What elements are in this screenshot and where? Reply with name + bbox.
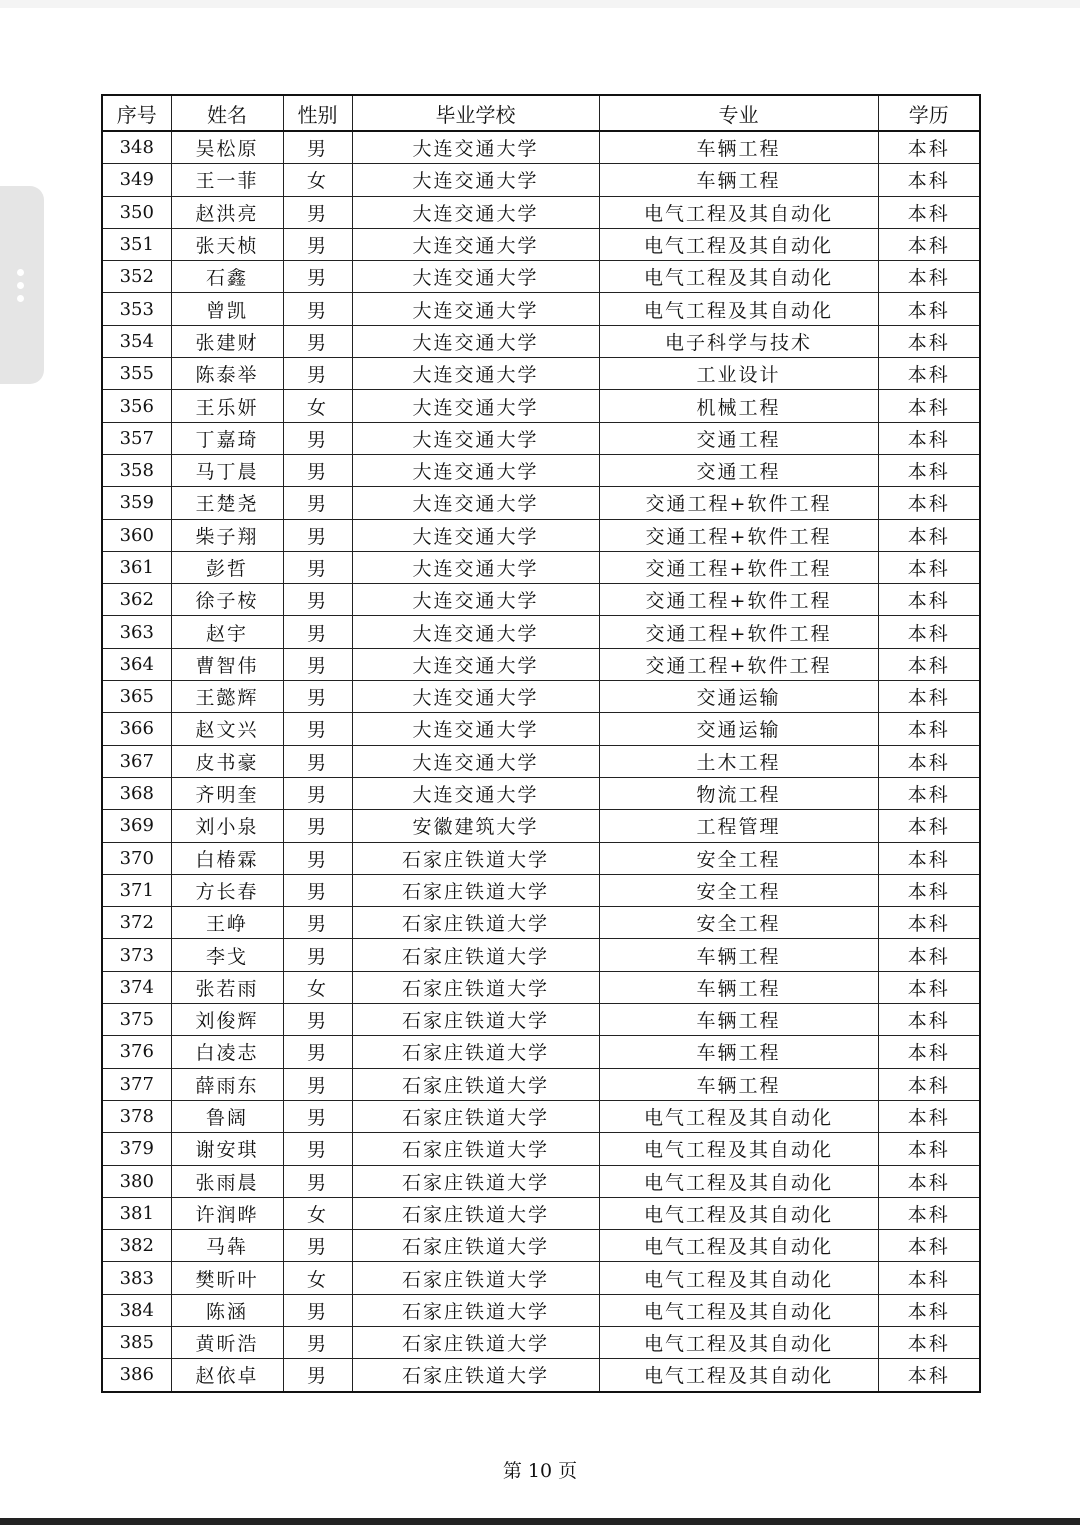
- cell-gender: 女: [283, 1262, 352, 1294]
- cell-major: 电气工程及其自动化: [599, 196, 878, 228]
- cell-major: 物流工程: [599, 777, 878, 809]
- table-row: [102, 422, 980, 454]
- cell-gender: 男: [283, 584, 352, 616]
- table-row: [102, 1326, 980, 1358]
- cell-school: 石家庄铁道大学: [352, 874, 599, 906]
- cell-school: 大连交通大学: [352, 325, 599, 357]
- table-row: [102, 1197, 980, 1229]
- cell-gender: 男: [283, 196, 352, 228]
- cell-no: 381: [102, 1197, 171, 1229]
- cell-no: 386: [102, 1359, 171, 1392]
- cell-name: 曹智伟: [171, 648, 283, 680]
- cell-no: 375: [102, 1004, 171, 1036]
- cell-school: 大连交通大学: [352, 358, 599, 390]
- bottom-strip: [0, 1518, 1080, 1525]
- cell-degree: 本科: [878, 842, 980, 874]
- cell-name: 许润晔: [171, 1197, 283, 1229]
- cell-no: 378: [102, 1100, 171, 1132]
- cell-no: 377: [102, 1068, 171, 1100]
- cell-degree: 本科: [878, 874, 980, 906]
- table-row: [102, 810, 980, 842]
- cell-no: 384: [102, 1294, 171, 1326]
- cell-major: 电气工程及其自动化: [599, 1133, 878, 1165]
- cell-name: 张若雨: [171, 971, 283, 1003]
- cell-name: 谢安琪: [171, 1133, 283, 1165]
- cell-school: 大连交通大学: [352, 164, 599, 196]
- cell-name: 曾凯: [171, 293, 283, 325]
- cell-gender: 男: [283, 1165, 352, 1197]
- cell-no: 365: [102, 681, 171, 713]
- cell-gender: 男: [283, 1036, 352, 1068]
- cell-no: 357: [102, 422, 171, 454]
- cell-degree: 本科: [878, 358, 980, 390]
- cell-major: 电子科学与技术: [599, 325, 878, 357]
- cell-gender: 男: [283, 1359, 352, 1392]
- cell-gender: 男: [283, 422, 352, 454]
- cell-degree: 本科: [878, 1100, 980, 1132]
- cell-major: 工程管理: [599, 810, 878, 842]
- cell-school: 石家庄铁道大学: [352, 1197, 599, 1229]
- cell-gender: 男: [283, 907, 352, 939]
- cell-degree: 本科: [878, 293, 980, 325]
- cell-gender: 男: [283, 358, 352, 390]
- cell-degree: 本科: [878, 164, 980, 196]
- cell-no: 369: [102, 810, 171, 842]
- cell-name: 刘俊辉: [171, 1004, 283, 1036]
- cell-name: 彭哲: [171, 551, 283, 583]
- cell-no: 380: [102, 1165, 171, 1197]
- cell-name: 王楚尧: [171, 487, 283, 519]
- table-row: [102, 454, 980, 486]
- cell-degree: 本科: [878, 745, 980, 777]
- cell-school: 石家庄铁道大学: [352, 1068, 599, 1100]
- table-row: [102, 1294, 980, 1326]
- cell-no: 352: [102, 261, 171, 293]
- cell-name: 王乐妍: [171, 390, 283, 422]
- cell-name: 赵宇: [171, 616, 283, 648]
- cell-no: 363: [102, 616, 171, 648]
- cell-gender: 男: [283, 1230, 352, 1262]
- cell-name: 鲁阔: [171, 1100, 283, 1132]
- cell-gender: 女: [283, 971, 352, 1003]
- cell-school: 石家庄铁道大学: [352, 907, 599, 939]
- cell-school: 大连交通大学: [352, 454, 599, 486]
- cell-gender: 男: [283, 777, 352, 809]
- header-name: 姓名: [171, 95, 283, 131]
- cell-major: 安全工程: [599, 874, 878, 906]
- side-panel-handle[interactable]: [0, 186, 44, 384]
- cell-school: 大连交通大学: [352, 293, 599, 325]
- cell-gender: 女: [283, 164, 352, 196]
- table-row: [102, 939, 980, 971]
- cell-major: 电气工程及其自动化: [599, 1165, 878, 1197]
- more-dots-icon: [17, 269, 24, 276]
- cell-major: 车辆工程: [599, 164, 878, 196]
- cell-no: 371: [102, 874, 171, 906]
- cell-major: 土木工程: [599, 745, 878, 777]
- cell-gender: 男: [283, 810, 352, 842]
- cell-gender: 男: [283, 1068, 352, 1100]
- cell-name: 张雨晨: [171, 1165, 283, 1197]
- cell-gender: 男: [283, 261, 352, 293]
- table-row: [102, 584, 980, 616]
- table-row: [102, 325, 980, 357]
- table-row: [102, 1100, 980, 1132]
- cell-major: 电气工程及其自动化: [599, 261, 878, 293]
- cell-school: 大连交通大学: [352, 196, 599, 228]
- cell-no: 356: [102, 390, 171, 422]
- cell-gender: 男: [283, 487, 352, 519]
- header-degree: 学历: [878, 95, 980, 131]
- table-row: [102, 874, 980, 906]
- cell-name: 方长春: [171, 874, 283, 906]
- cell-major: 电气工程及其自动化: [599, 1100, 878, 1132]
- cell-gender: 女: [283, 390, 352, 422]
- cell-name: 王一菲: [171, 164, 283, 196]
- cell-degree: 本科: [878, 1262, 980, 1294]
- cell-school: 石家庄铁道大学: [352, 1036, 599, 1068]
- cell-degree: 本科: [878, 519, 980, 551]
- cell-gender: 男: [283, 874, 352, 906]
- cell-school: 大连交通大学: [352, 584, 599, 616]
- cell-major: 交通工程: [599, 454, 878, 486]
- cell-school: 大连交通大学: [352, 648, 599, 680]
- cell-school: 大连交通大学: [352, 551, 599, 583]
- table-row: [102, 1165, 980, 1197]
- table-row: [102, 713, 980, 745]
- cell-major: 交通工程+软件工程: [599, 551, 878, 583]
- cell-no: 379: [102, 1133, 171, 1165]
- cell-degree: 本科: [878, 713, 980, 745]
- cell-degree: 本科: [878, 648, 980, 680]
- cell-gender: 男: [283, 1100, 352, 1132]
- cell-degree: 本科: [878, 1165, 980, 1197]
- cell-degree: 本科: [878, 1068, 980, 1100]
- cell-degree: 本科: [878, 1326, 980, 1358]
- table-header-row: [102, 95, 980, 131]
- cell-degree: 本科: [878, 1294, 980, 1326]
- cell-name: 陈泰举: [171, 358, 283, 390]
- cell-degree: 本科: [878, 810, 980, 842]
- table-row: [102, 1004, 980, 1036]
- cell-no: 360: [102, 519, 171, 551]
- cell-school: 大连交通大学: [352, 390, 599, 422]
- cell-major: 电气工程及其自动化: [599, 228, 878, 260]
- cell-gender: 男: [283, 228, 352, 260]
- cell-degree: 本科: [878, 131, 980, 164]
- cell-gender: 男: [283, 939, 352, 971]
- cell-major: 电气工程及其自动化: [599, 1326, 878, 1358]
- cell-school: 石家庄铁道大学: [352, 1100, 599, 1132]
- cell-no: 376: [102, 1036, 171, 1068]
- roster-table: [101, 94, 981, 1393]
- cell-name: 李戈: [171, 939, 283, 971]
- cell-degree: 本科: [878, 1230, 980, 1262]
- cell-degree: 本科: [878, 584, 980, 616]
- cell-major: 交通工程+软件工程: [599, 487, 878, 519]
- table-row: [102, 745, 980, 777]
- cell-no: 374: [102, 971, 171, 1003]
- cell-degree: 本科: [878, 939, 980, 971]
- cell-major: 安全工程: [599, 907, 878, 939]
- cell-degree: 本科: [878, 1197, 980, 1229]
- table-row: [102, 616, 980, 648]
- cell-gender: 男: [283, 616, 352, 648]
- cell-degree: 本科: [878, 616, 980, 648]
- cell-name: 柴子翔: [171, 519, 283, 551]
- cell-name: 刘小泉: [171, 810, 283, 842]
- cell-degree: 本科: [878, 390, 980, 422]
- cell-name: 赵依卓: [171, 1359, 283, 1392]
- cell-degree: 本科: [878, 1359, 980, 1392]
- cell-no: 348: [102, 131, 171, 164]
- cell-gender: 男: [283, 131, 352, 164]
- table-row: [102, 551, 980, 583]
- cell-degree: 本科: [878, 261, 980, 293]
- cell-major: 车辆工程: [599, 131, 878, 164]
- cell-school: 大连交通大学: [352, 745, 599, 777]
- cell-major: 车辆工程: [599, 1068, 878, 1100]
- cell-degree: 本科: [878, 454, 980, 486]
- cell-major: 电气工程及其自动化: [599, 1197, 878, 1229]
- cell-no: 370: [102, 842, 171, 874]
- cell-no: 361: [102, 551, 171, 583]
- cell-major: 车辆工程: [599, 971, 878, 1003]
- cell-name: 陈涵: [171, 1294, 283, 1326]
- cell-school: 石家庄铁道大学: [352, 1359, 599, 1392]
- cell-major: 交通工程+软件工程: [599, 519, 878, 551]
- cell-school: 石家庄铁道大学: [352, 1326, 599, 1358]
- cell-name: 齐明奎: [171, 777, 283, 809]
- cell-gender: 男: [283, 842, 352, 874]
- top-strip: [0, 0, 1080, 8]
- cell-name: 樊昕叶: [171, 1262, 283, 1294]
- cell-major: 交通运输: [599, 681, 878, 713]
- table-row: [102, 519, 980, 551]
- cell-school: 大连交通大学: [352, 616, 599, 648]
- cell-gender: 男: [283, 1004, 352, 1036]
- cell-no: 358: [102, 454, 171, 486]
- header-no: 序号: [102, 95, 171, 131]
- cell-name: 薛雨东: [171, 1068, 283, 1100]
- cell-gender: 男: [283, 293, 352, 325]
- cell-no: 351: [102, 228, 171, 260]
- cell-school: 大连交通大学: [352, 422, 599, 454]
- header-gender: 性别: [283, 95, 352, 131]
- cell-name: 张天桢: [171, 228, 283, 260]
- cell-name: 马犇: [171, 1230, 283, 1262]
- cell-no: 383: [102, 1262, 171, 1294]
- cell-gender: 男: [283, 454, 352, 486]
- cell-gender: 男: [283, 1133, 352, 1165]
- cell-degree: 本科: [878, 325, 980, 357]
- cell-name: 吴松原: [171, 131, 283, 164]
- cell-major: 工业设计: [599, 358, 878, 390]
- cell-school: 大连交通大学: [352, 519, 599, 551]
- cell-no: 385: [102, 1326, 171, 1358]
- cell-degree: 本科: [878, 196, 980, 228]
- cell-school: 大连交通大学: [352, 487, 599, 519]
- cell-degree: 本科: [878, 777, 980, 809]
- cell-degree: 本科: [878, 1004, 980, 1036]
- cell-gender: 男: [283, 681, 352, 713]
- cell-major: 机械工程: [599, 390, 878, 422]
- cell-no: 359: [102, 487, 171, 519]
- cell-no: 354: [102, 325, 171, 357]
- cell-name: 马丁晨: [171, 454, 283, 486]
- cell-major: 交通工程+软件工程: [599, 648, 878, 680]
- cell-name: 王峥: [171, 907, 283, 939]
- cell-no: 364: [102, 648, 171, 680]
- page-number: 第 10 页: [502, 1460, 578, 1482]
- cell-major: 交通运输: [599, 713, 878, 745]
- table-row: [102, 390, 980, 422]
- cell-gender: 男: [283, 648, 352, 680]
- cell-no: 373: [102, 939, 171, 971]
- cell-name: 赵文兴: [171, 713, 283, 745]
- cell-no: 355: [102, 358, 171, 390]
- cell-school: 大连交通大学: [352, 777, 599, 809]
- cell-school: 石家庄铁道大学: [352, 1004, 599, 1036]
- cell-school: 石家庄铁道大学: [352, 971, 599, 1003]
- cell-no: 350: [102, 196, 171, 228]
- cell-degree: 本科: [878, 228, 980, 260]
- cell-gender: 男: [283, 551, 352, 583]
- cell-name: 白椿霖: [171, 842, 283, 874]
- cell-name: 黄昕浩: [171, 1326, 283, 1358]
- cell-degree: 本科: [878, 1036, 980, 1068]
- cell-major: 交通工程: [599, 422, 878, 454]
- cell-name: 白凌志: [171, 1036, 283, 1068]
- cell-degree: 本科: [878, 551, 980, 583]
- cell-school: 安徽建筑大学: [352, 810, 599, 842]
- cell-major: 车辆工程: [599, 939, 878, 971]
- table-row: [102, 1262, 980, 1294]
- cell-major: 电气工程及其自动化: [599, 1294, 878, 1326]
- table-row: [102, 196, 980, 228]
- cell-school: 大连交通大学: [352, 713, 599, 745]
- cell-gender: 男: [283, 1326, 352, 1358]
- cell-school: 大连交通大学: [352, 681, 599, 713]
- table-row: [102, 358, 980, 390]
- cell-no: 362: [102, 584, 171, 616]
- cell-gender: 男: [283, 325, 352, 357]
- cell-name: 徐子桉: [171, 584, 283, 616]
- cell-gender: 男: [283, 713, 352, 745]
- cell-major: 车辆工程: [599, 1036, 878, 1068]
- cell-degree: 本科: [878, 907, 980, 939]
- table-row: [102, 261, 980, 293]
- cell-degree: 本科: [878, 681, 980, 713]
- table-row: [102, 1036, 980, 1068]
- cell-major: 电气工程及其自动化: [599, 293, 878, 325]
- table-row: [102, 1133, 980, 1165]
- cell-gender: 男: [283, 1294, 352, 1326]
- table-row: [102, 1068, 980, 1100]
- cell-gender: 女: [283, 1197, 352, 1229]
- cell-name: 丁嘉琦: [171, 422, 283, 454]
- cell-no: 382: [102, 1230, 171, 1262]
- cell-gender: 男: [283, 519, 352, 551]
- cell-name: 张建财: [171, 325, 283, 357]
- cell-major: 安全工程: [599, 842, 878, 874]
- table-row: [102, 228, 980, 260]
- table-row: [102, 681, 980, 713]
- cell-name: 王懿辉: [171, 681, 283, 713]
- cell-major: 车辆工程: [599, 1004, 878, 1036]
- cell-degree: 本科: [878, 487, 980, 519]
- cell-name: 赵洪亮: [171, 196, 283, 228]
- table-row: [102, 971, 980, 1003]
- cell-school: 石家庄铁道大学: [352, 939, 599, 971]
- table-row: [102, 1359, 980, 1392]
- more-dots-icon: [17, 295, 24, 302]
- cell-no: 368: [102, 777, 171, 809]
- cell-school: 大连交通大学: [352, 131, 599, 164]
- cell-no: 367: [102, 745, 171, 777]
- header-school: 毕业学校: [352, 95, 599, 131]
- table-row: [102, 648, 980, 680]
- cell-degree: 本科: [878, 422, 980, 454]
- cell-school: 石家庄铁道大学: [352, 1294, 599, 1326]
- cell-degree: 本科: [878, 971, 980, 1003]
- table-row: [102, 1230, 980, 1262]
- more-dots-icon: [17, 282, 24, 289]
- cell-no: 349: [102, 164, 171, 196]
- cell-name: 皮书豪: [171, 745, 283, 777]
- table-row: [102, 777, 980, 809]
- cell-major: 交通工程+软件工程: [599, 616, 878, 648]
- cell-no: 353: [102, 293, 171, 325]
- table-row: [102, 907, 980, 939]
- cell-school: 石家庄铁道大学: [352, 1133, 599, 1165]
- cell-school: 大连交通大学: [352, 228, 599, 260]
- cell-school: 大连交通大学: [352, 261, 599, 293]
- header-major: 专业: [599, 95, 878, 131]
- cell-school: 石家庄铁道大学: [352, 1165, 599, 1197]
- cell-no: 372: [102, 907, 171, 939]
- cell-school: 石家庄铁道大学: [352, 1262, 599, 1294]
- cell-major: 电气工程及其自动化: [599, 1359, 878, 1392]
- cell-school: 石家庄铁道大学: [352, 1230, 599, 1262]
- table-row: [102, 293, 980, 325]
- table-row: [102, 164, 980, 196]
- cell-degree: 本科: [878, 1133, 980, 1165]
- cell-no: 366: [102, 713, 171, 745]
- cell-major: 电气工程及其自动化: [599, 1230, 878, 1262]
- table-row: [102, 487, 980, 519]
- cell-school: 石家庄铁道大学: [352, 842, 599, 874]
- cell-name: 石鑫: [171, 261, 283, 293]
- table-row: [102, 131, 980, 164]
- cell-major: 电气工程及其自动化: [599, 1262, 878, 1294]
- cell-gender: 男: [283, 745, 352, 777]
- cell-major: 交通工程+软件工程: [599, 584, 878, 616]
- table-row: [102, 842, 980, 874]
